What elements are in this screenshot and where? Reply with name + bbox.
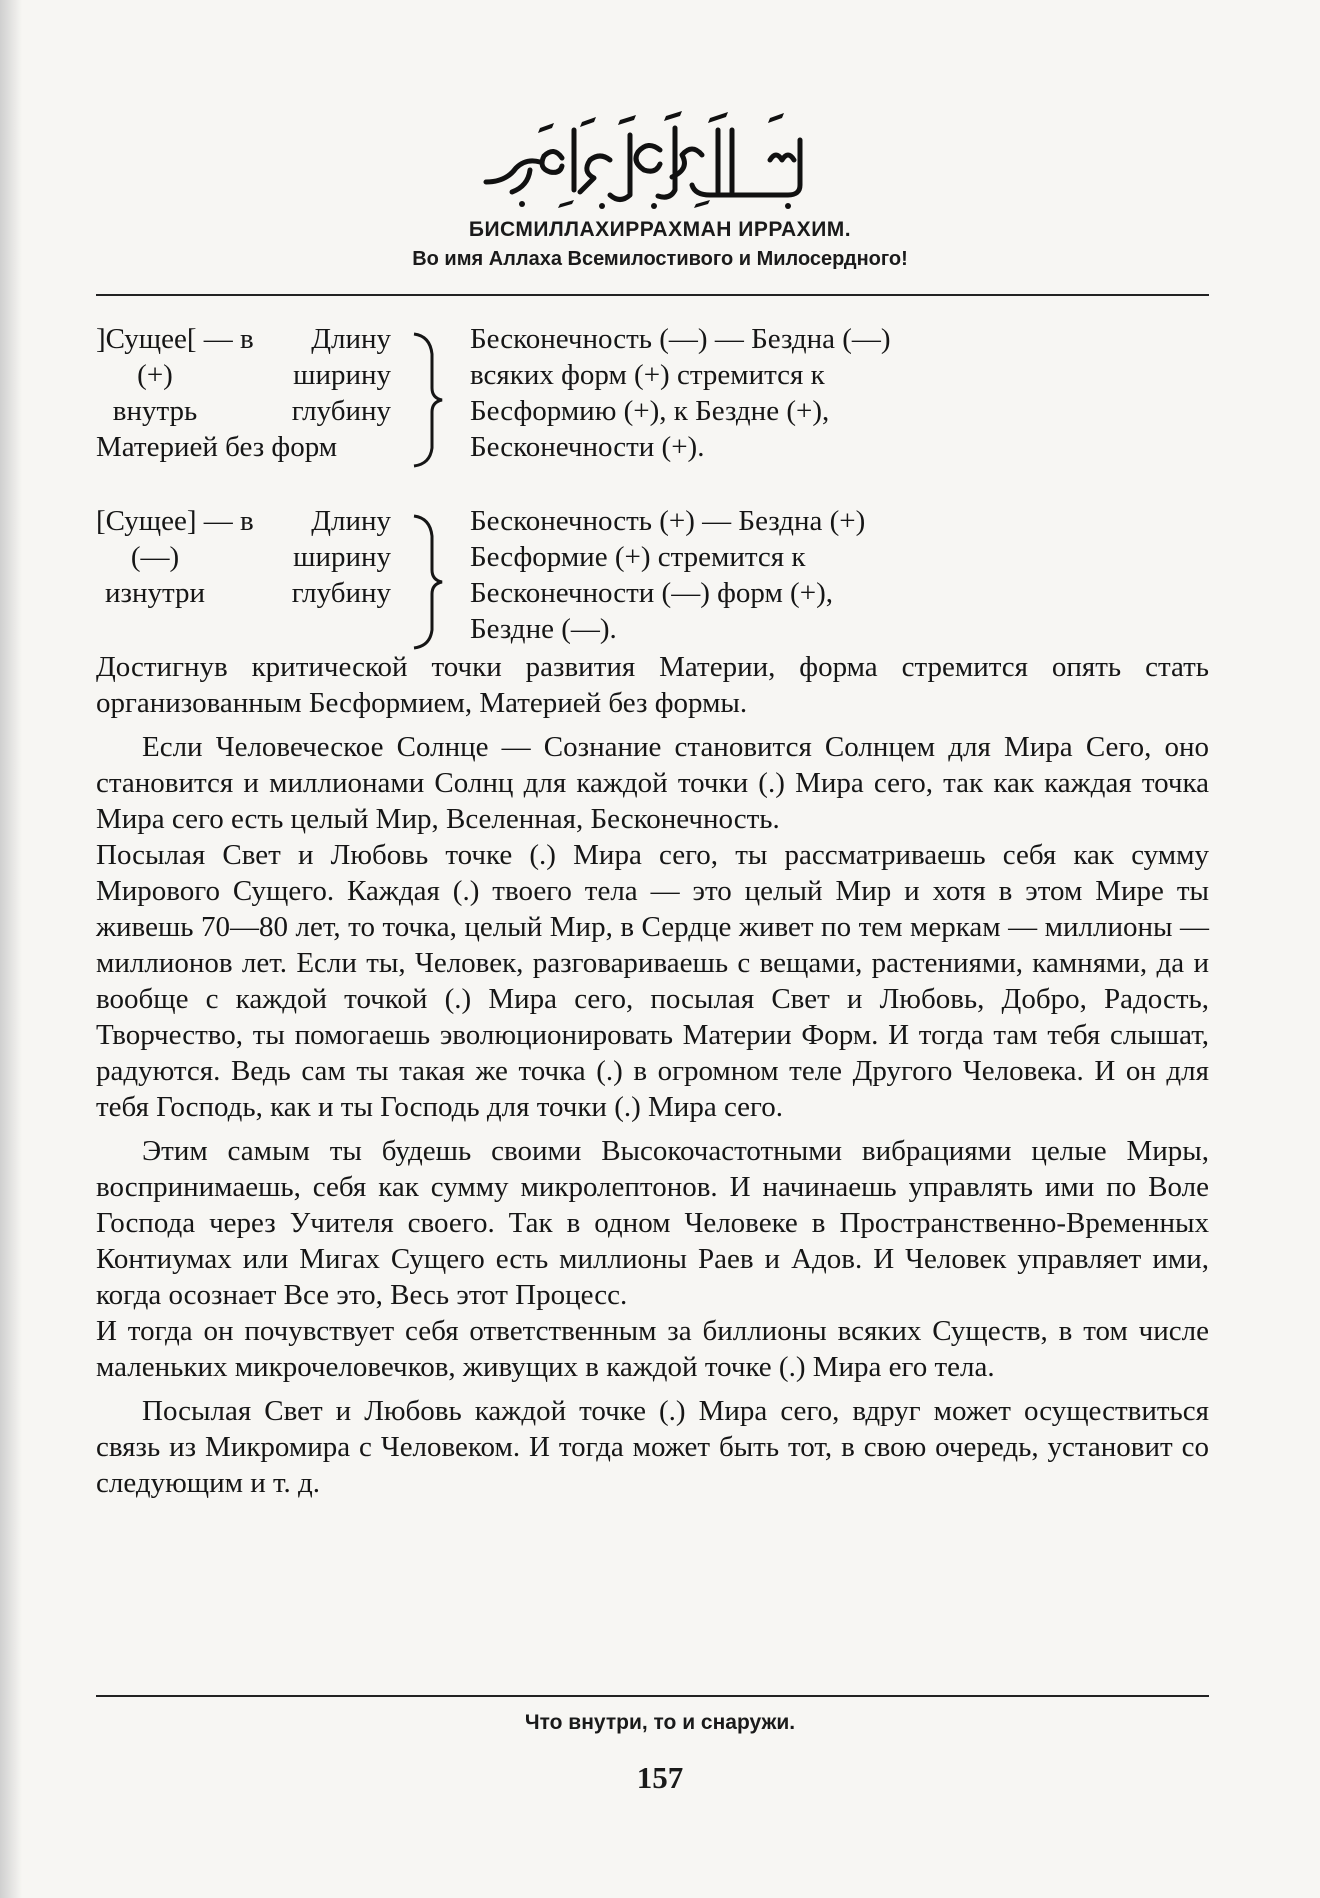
scheme-row [96,393,391,429]
basmala-transliteration: БИСМИЛЛАХИРРАХМАН ИРРАХИМ. [468,218,852,241]
scheme-row [96,539,391,575]
scheme-term: глубину [291,577,391,609]
scheme-term: изнутри [104,577,206,609]
scheme-line: всяких форм (+) стремится к [470,359,825,391]
basmala-translation: Во имя Аллаха Всемилостивого и Милосердного! [412,248,908,270]
footer-divider [96,1695,1209,1697]
scheme-row [96,429,391,465]
scheme-term: (+) [137,359,173,391]
paragraph: Этим самым ты будешь своими Высокочастотными вибрациями целые Миры, воспринимаешь, себя как сумму микролептонов. И начинаешь управлять ими по Воле Господа через Учителя своего. Так в одном Человеке в Пространственно-Временных Контиумах или Мигах Сущего есть миллионы Раев и Адов. И Человек управляет ими, когда осознает Все это, Весь этот Процесс. [96,1135,1209,1311]
running-footer-quote: Что внутри, то и снаружи. [524,1711,796,1734]
scheme-term: Материей без форм [96,431,338,463]
paragraph: И тогда он почувствует себя ответственным за биллионы всяких Существ, в том числе маленьких микрочеловечков, живущих в каждой точке (.) Мира его тела. [96,1315,1209,1383]
scheme-line: Бесконечность (+) — Бездна (+) [470,505,866,537]
paragraph: Достигнув критической точки развития Материи, форма стремится опять стать организованным Бесформием, Материей без формы. [96,651,1209,719]
scheme-term: Длину [311,505,391,537]
scheme-line: Бесформие (+) стремится к [470,541,806,573]
paragraph: Посылая Свет и Любовь точке (.) Мира сего, ты рассматриваешь себя как сумму Мирового Сущего. Каждая (.) твоего тела — это целый Мир и хотя в этом Мире ты живешь 70—80 лет, то точка, целый Мир, в Сердце живет по тем меркам — миллионы —миллионов лет. Если ты, Человек, разговариваешь с вещами, растениями, камнями, да и вообще с каждой точкой (.) Мира сего, посылая Свет и Любовь, Добро, Радость, Творчество, ты помогаешь эволюционировать Материи Форм. И тогда там тебя слышат, радуются. Ведь сам ты такая же точка (.) в огромном теле Другого Человека. И он для тебя Господь, как и ты Господь для точки (.) Мира сего. [96,839,1209,1123]
body-text [96,649,1209,1501]
scheme-line: Бесформию (+), к Бездне (+), [470,395,830,427]
paragraph: Если Человеческое Солнце — Сознание становится Солнцем для Мира Сего, оно становится и миллионами Солнц для каждой точки (.) Мира сего, так как каждая точка Мира сего есть целый Мир, Вселенная, Бесконечность. [96,731,1209,835]
scheme-term: (—) [130,541,180,573]
curly-brace [410,330,446,470]
scheme-term: внутрь [112,395,198,427]
basmala-calligraphy [470,100,830,210]
scheme2-left [96,503,391,611]
scheme-term: глубину [291,395,391,427]
scheme-line: Бесконечности (—) форм (+), [470,577,833,609]
scheme1-right [470,321,1070,465]
scheme-row [96,321,391,357]
page-gutter-shadow [0,0,22,1898]
scheme-term: ширину [293,359,391,391]
header-divider [96,294,1209,296]
scheme-line: Бесконечности (+). [470,431,705,463]
scheme-row [96,357,391,393]
scheme-line: Бесконечность (—) — Бездна (—) [470,323,891,355]
scheme1-left [96,321,391,465]
page-number: 157 [636,1760,684,1795]
scheme-term: [Сущее] — в [96,505,254,537]
scheme-row [96,575,391,611]
scheme2-right [470,503,1070,647]
scheme-line: Бездне (—). [470,613,617,645]
scheme-term: ширину [293,541,391,573]
scheme-term: ]Сущее[ — в [96,323,254,355]
curly-brace [410,512,446,652]
scheme-term: Длину [311,323,391,355]
scheme-row [96,503,391,539]
paragraph: Посылая Свет и Любовь каждой точке (.) Мира сего, вдруг может осуществиться связь из Микромира с Человеком. И тогда может быть тот, в свою очередь, установит со следующим и т. д. [96,1395,1209,1499]
